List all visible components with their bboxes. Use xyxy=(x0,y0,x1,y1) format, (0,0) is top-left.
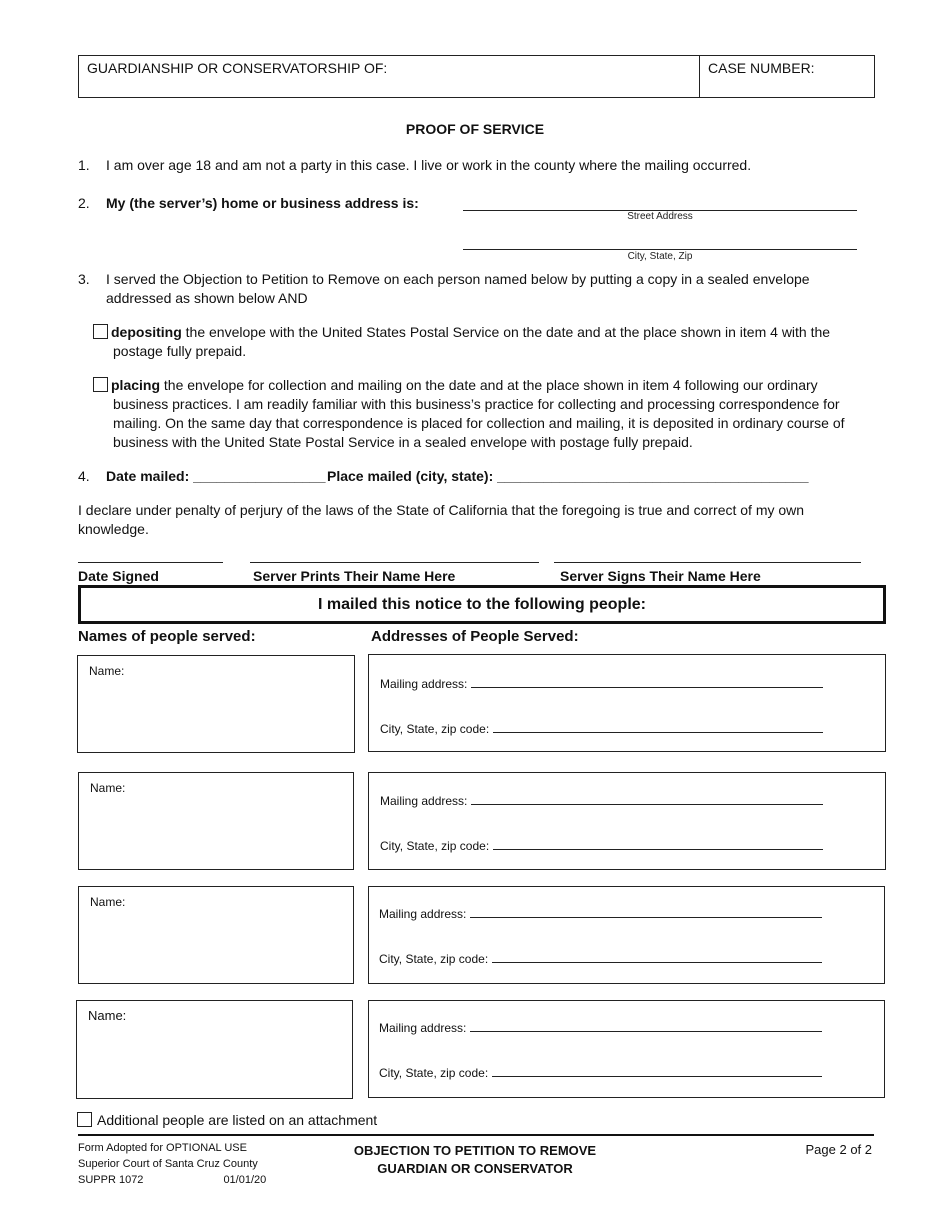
party-name-field[interactable] xyxy=(79,56,700,97)
item-3-number: 3. xyxy=(78,271,90,287)
served-name-label-2: Name: xyxy=(90,781,126,795)
mailing-address-label-1: Mailing address: xyxy=(380,677,468,691)
mailing-address-field-4[interactable] xyxy=(379,1021,822,1035)
declaration-line-1: I declare under penalty of perjury of the laws of the State of California that the foregoing is true and correct of my own xyxy=(78,502,805,518)
served-name-label-4: Name: xyxy=(88,1008,127,1023)
item-2-number: 2. xyxy=(78,195,90,211)
mailing-address-label-4: Mailing address: xyxy=(379,1021,467,1035)
footer-title-line-2: GUARDIAN OR CONSERVATOR xyxy=(377,1161,573,1176)
guardianship-label: GUARDIANSHIP OR CONSERVATORSHIP OF: xyxy=(87,60,388,76)
footer-court: Superior Court of Santa Cruz County xyxy=(78,1158,258,1170)
served-address-box-3 xyxy=(368,886,885,984)
served-name-box-1[interactable] xyxy=(77,655,355,753)
item-4-number: 4. xyxy=(78,468,90,484)
city-state-zip-field-4[interactable] xyxy=(379,1066,822,1080)
footer-adopted: Form Adopted for OPTIONAL USE xyxy=(78,1142,247,1154)
names-heading: Names of people served: xyxy=(78,628,256,645)
placing-line-2: business practices. I am readily familiar with this business’s practice for collecting and processing correspondence for xyxy=(113,396,840,412)
mailed-notice-text: I mailed this notice to the following people: xyxy=(317,596,646,613)
place-mailed-field[interactable]: Place mailed (city, state): ________________________________________ xyxy=(327,468,809,484)
footer-left xyxy=(78,1140,266,1188)
footer-form-date: 01/01/20 xyxy=(223,1174,267,1186)
attachment-checkbox[interactable] xyxy=(77,1112,92,1127)
page-title: PROOF OF SERVICE xyxy=(405,121,545,137)
date-mailed-field[interactable]: Date mailed: _________________ xyxy=(106,468,326,484)
served-name-label-1: Name: xyxy=(89,664,125,678)
served-name-label-3: Name: xyxy=(90,895,126,909)
server-prints-label: Server Prints Their Name Here xyxy=(253,568,456,584)
date-signed-label: Date Signed xyxy=(78,568,159,584)
item-1-text: I am over age 18 and am not a party in this case. I live or work in the county where the mailing occurred. xyxy=(106,157,752,173)
mailed-notice-banner xyxy=(78,585,886,624)
city-state-zip-label-4: City, State, zip code: xyxy=(379,1066,489,1080)
footer-code-row xyxy=(78,1172,266,1188)
case-number-field[interactable] xyxy=(700,56,874,97)
footer-rule xyxy=(78,1134,874,1136)
city-state-zip-field-3[interactable] xyxy=(379,952,822,966)
city-state-zip-caption: City, State, Zip xyxy=(627,251,693,262)
mailing-address-field-1[interactable] xyxy=(380,677,823,691)
declaration-text xyxy=(78,501,868,539)
server-print-name-line[interactable] xyxy=(250,562,539,563)
item-3-line-2: addressed as shown below AND xyxy=(106,290,308,306)
city-state-zip-field-1[interactable] xyxy=(380,722,823,736)
footer-title-line-1: OBJECTION TO PETITION TO REMOVE xyxy=(353,1143,597,1158)
mailing-address-label-3: Mailing address: xyxy=(379,907,467,921)
depositing-line-2: postage fully prepaid. xyxy=(113,343,247,359)
served-address-box-4 xyxy=(368,1000,885,1098)
placing-line-1-text: the envelope for collection and mailing on the date and at the place shown in item 4 following our ordinary xyxy=(163,377,818,393)
server-signature-line[interactable] xyxy=(554,562,861,563)
city-state-zip-field-2[interactable] xyxy=(380,839,823,853)
city-state-zip-line[interactable] xyxy=(463,249,857,250)
mailing-address-field-3[interactable] xyxy=(379,907,822,921)
depositing-line-1 xyxy=(111,323,871,342)
mailing-address-label-2: Mailing address: xyxy=(380,794,468,808)
city-state-zip-label-1: City, State, zip code: xyxy=(380,722,490,736)
depositing-checkbox[interactable] xyxy=(93,324,108,339)
city-state-zip-label-2: City, State, zip code: xyxy=(380,839,490,853)
placing-bold: placing xyxy=(111,377,161,393)
placing-option-text xyxy=(111,376,881,452)
addresses-heading: Addresses of People Served: xyxy=(371,628,579,645)
case-number-label: CASE NUMBER: xyxy=(708,60,815,76)
item-3-line-1: I served the Objection to Petition to Remove on each person named below by putting a copy in a sealed envelope xyxy=(106,271,810,287)
footer-center xyxy=(300,1142,650,1178)
served-name-box-2[interactable] xyxy=(78,772,354,870)
served-address-box-2 xyxy=(368,772,886,870)
depositing-line-1-text: the envelope with the United States Postal Service on the date and at the place shown in item 4 with the xyxy=(185,324,831,340)
item-1-number: 1. xyxy=(78,157,90,173)
street-address-caption: Street Address xyxy=(627,211,693,222)
depositing-option-text xyxy=(111,323,871,361)
attachment-label: Additional people are listed on an attachment xyxy=(97,1112,378,1128)
mailing-address-field-2[interactable] xyxy=(380,794,823,808)
footer-form-code: SUPPR 1072 xyxy=(78,1174,144,1186)
city-state-zip-label-3: City, State, zip code: xyxy=(379,952,489,966)
page-number: Page 2 of 2 xyxy=(805,1142,872,1157)
caption-header xyxy=(78,55,875,98)
placing-line-3: mailing. On the same day that correspondence is placed for collection and mailing, it is deposited in ordinary course of xyxy=(113,415,845,431)
placing-line-1 xyxy=(111,376,881,395)
placing-checkbox[interactable] xyxy=(93,377,108,392)
date-signed-line[interactable] xyxy=(78,562,223,563)
item-2-text: My (the server’s) home or business address is: xyxy=(106,195,419,211)
item-3-text xyxy=(106,270,810,308)
declaration-line-2: knowledge. xyxy=(78,521,149,537)
served-name-box-3[interactable] xyxy=(78,886,354,984)
placing-line-4: business with the United State Postal Service in a sealed envelope with postage fully prepaid. xyxy=(113,434,693,450)
served-name-box-4[interactable] xyxy=(76,1000,353,1099)
depositing-bold: depositing xyxy=(111,324,182,340)
served-address-box-1 xyxy=(368,654,886,752)
server-signs-label: Server Signs Their Name Here xyxy=(560,568,761,584)
